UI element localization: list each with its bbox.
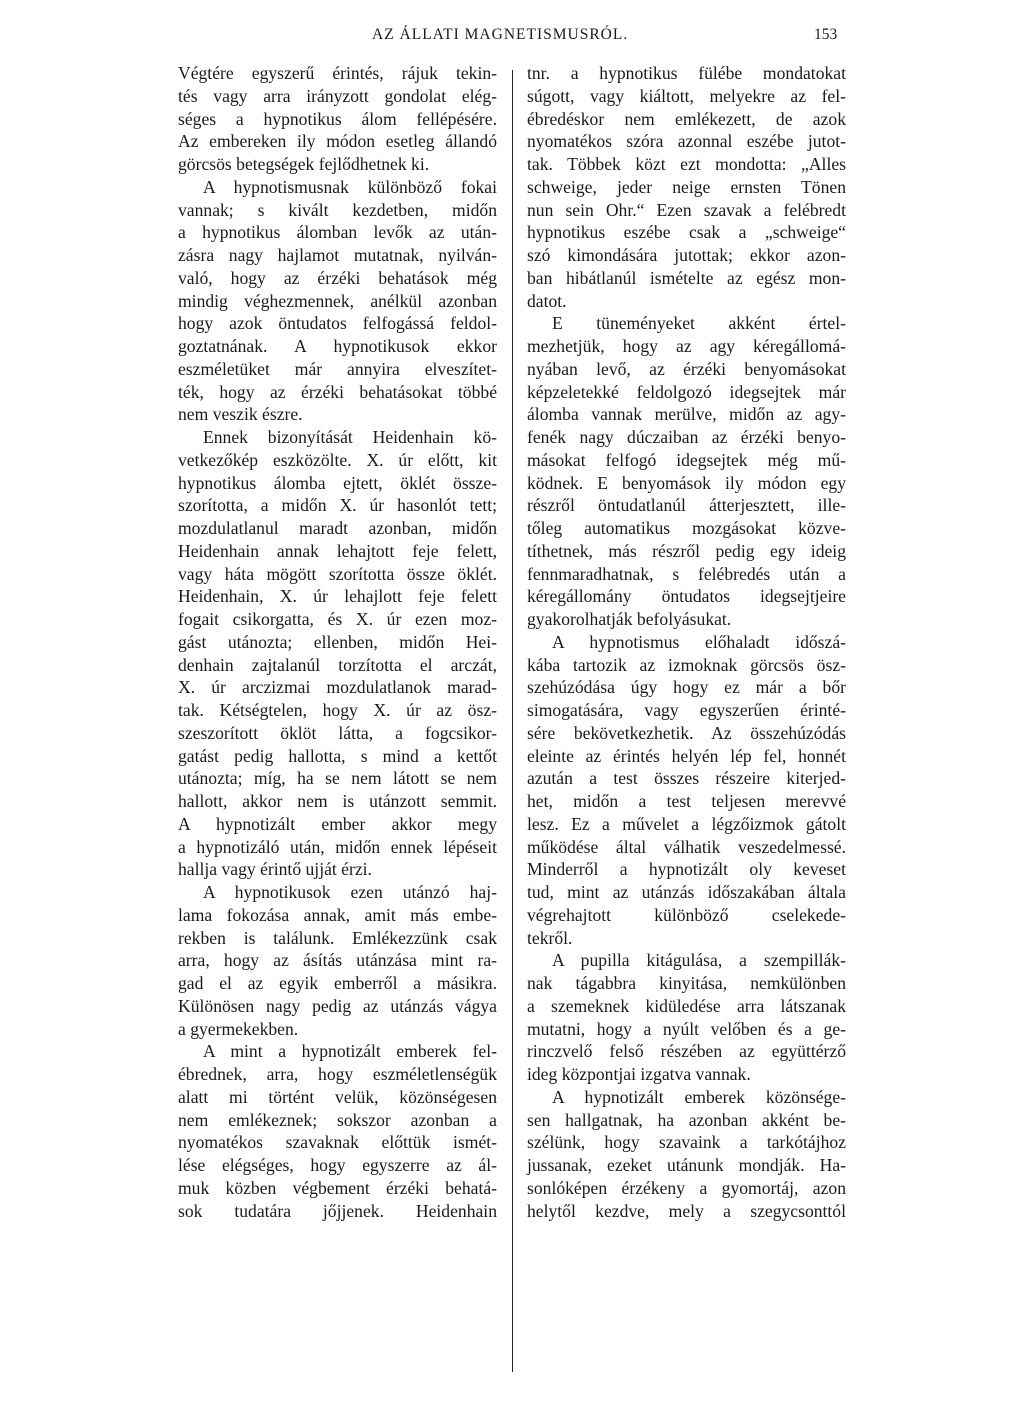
text-line: vagy háta mögött szorította össze öklét. bbox=[178, 563, 497, 584]
text-line: való, hogy az érzéki behatások még bbox=[178, 267, 497, 288]
text-line: azután a test összes részeire kiterjed- bbox=[527, 768, 846, 789]
text-line: eleinte az érintés helyén lép fel, honnét bbox=[527, 745, 846, 766]
text-line: hallja vagy érintő ujját érzi. bbox=[178, 859, 372, 880]
text-line: sen hallgatnak, ha azonban akként be- bbox=[527, 1109, 846, 1130]
column-divider-rule bbox=[512, 70, 513, 1372]
text-line: arra, hogy az ásítás utánzása mint ra- bbox=[178, 950, 497, 971]
text-line: helytől kezdve, mely a szegycsonttól bbox=[527, 1200, 846, 1221]
text-line: tekről. bbox=[527, 927, 573, 948]
text-line: datot. bbox=[527, 290, 567, 311]
text-line: vannak; s kivált kezdetben, midőn bbox=[178, 199, 497, 220]
text-line: működése által válhatik veszedelmessé. bbox=[527, 836, 846, 857]
text-line: szélünk, hogy szavaink a tarkótájhoz bbox=[527, 1132, 846, 1153]
text-line: A hypnotizált ember akkor megy bbox=[178, 813, 497, 834]
left-text-column bbox=[178, 62, 497, 1222]
text-line: fennmaradhatnak, s felébredés után a bbox=[527, 563, 846, 584]
text-line: ébredéskor nem emlékezett, de azok bbox=[527, 108, 846, 129]
text-line: képzeletekké feldolgozó idegsejtek már bbox=[527, 381, 846, 402]
text-line: E tüneményeket akként értel- bbox=[552, 313, 846, 334]
text-line: Heidenhain annak lehajtott feje felett, bbox=[178, 540, 497, 561]
text-line: Minderről a hypnotizált oly keveset bbox=[527, 859, 846, 880]
text-line: ébrednek, arra, hogy eszméletlenségük bbox=[178, 1064, 497, 1084]
text-line: fenék nagy dúczaiban az érzéki benyo- bbox=[527, 427, 846, 447]
text-line: tak. Kétségtelen, hogy X. úr az ösz- bbox=[178, 700, 497, 720]
text-line: gad el az egyik emberről a másikra. bbox=[178, 973, 497, 993]
text-line: A hypnotizált emberek közönsége- bbox=[552, 1086, 846, 1107]
text-line: A hypnotismusnak különböző fokai bbox=[203, 176, 497, 197]
text-line: kába tartozik az izmoknak görcsös ösz- bbox=[527, 654, 846, 675]
text-line: nyomatékos szavaknak előttük ismét- bbox=[178, 1132, 497, 1153]
text-line: gatást pedig hallotta, s mind a kettőt bbox=[178, 745, 497, 766]
text-line: a hypnotizáló után, midőn ennek lépéseit bbox=[178, 836, 497, 857]
text-line: szó kimondására jutottak; ekkor azon- bbox=[527, 245, 846, 265]
text-line: nyomatékos szóra azonnal eszébe jutot- bbox=[527, 131, 846, 152]
text-line: ban hibátlanúl ismételte az egész mon- bbox=[527, 267, 846, 288]
text-line: hallott, akkor nem is utánzott semmit. bbox=[178, 791, 497, 811]
text-line: het, midőn a test teljesen merevvé bbox=[527, 791, 846, 811]
text-line: mozdulatlanul maradt azonban, midőn bbox=[178, 518, 497, 538]
text-line: másokat felfogó idegsejtek még mű- bbox=[527, 449, 846, 470]
text-line: hogy azok öntudatos felfogássá feldol- bbox=[178, 313, 497, 334]
text-line: A hypnotismus előhaladt időszá- bbox=[552, 631, 846, 652]
text-line: gyakorolhatják befolyásukat. bbox=[527, 609, 732, 629]
text-line: szeszorított öklöt látta, a fogcsikor- bbox=[178, 722, 497, 743]
right-text-column bbox=[527, 62, 846, 1222]
text-line: muk közben végbement érzéki behatá- bbox=[178, 1177, 497, 1198]
text-line: rinczvelő felső részében az együttérző bbox=[527, 1041, 846, 1062]
text-line: hypnotikus álomba ejtett, öklét össze- bbox=[178, 472, 497, 493]
running-header bbox=[0, 26, 1024, 48]
text-line: utánozta; míg, ha se nem látott se nem bbox=[178, 768, 497, 789]
text-line: Heidenhain, X. úr lehajlott feje felett bbox=[178, 586, 497, 607]
text-line: tak. Többek közt ezt mondotta: „Alles bbox=[527, 154, 846, 174]
text-line: a gyermekekben. bbox=[178, 1018, 299, 1039]
text-line: mindig véghezmennek, anélkül azonban bbox=[178, 290, 497, 311]
text-line: hypnotikus eszébe csak a „schweige“ bbox=[527, 222, 846, 243]
text-line: mutatni, hogy a nyúlt velőben és a ge- bbox=[527, 1018, 846, 1039]
text-line: simogatására, vagy egyszerűen érinté- bbox=[527, 700, 846, 720]
text-line: A mint a hypnotizált emberek fel- bbox=[203, 1041, 497, 1062]
text-line: nem emlékeznek; sokszor azonban a bbox=[178, 1109, 497, 1130]
text-line: rekben is találunk. Emlékezzünk csak bbox=[178, 927, 497, 948]
text-line: tud, mint az utánzás időszakában általa bbox=[527, 882, 846, 902]
text-line: a hypnotikus álomban levők az után- bbox=[178, 222, 497, 243]
text-line: vetkezőkép eszközölte. X. úr előtt, kit bbox=[178, 449, 497, 470]
text-line: mezhetjük, hogy az agy kéregállomá- bbox=[527, 336, 846, 356]
text-line: sok tudatára jőjjenek. Heidenhain bbox=[178, 1200, 497, 1221]
text-line: szorította, a midőn X. úr hasonlót tett; bbox=[178, 495, 497, 516]
text-line: fogait csikorgatta, és X. úr ezen moz- bbox=[178, 609, 497, 629]
text-line: A hypnotikusok ezen utánzó haj- bbox=[203, 882, 497, 902]
text-line: ték, hogy az érzéki behatásokat többé bbox=[178, 381, 497, 402]
text-line: goztatnának. A hypnotikusok ekkor bbox=[178, 336, 497, 356]
text-line: nun sein Ohr.“ Ezen szavak a felébredt bbox=[527, 199, 846, 220]
text-line: sonlóképen érzékeny a gyomortáj, azon bbox=[527, 1177, 846, 1198]
text-line: részről öntudatlanúl átterjesztett, ille- bbox=[527, 495, 846, 516]
text-line: lama fokozása annak, amit más embe- bbox=[178, 904, 497, 925]
text-line: eszméletüket már annyira elveszítet- bbox=[178, 358, 497, 379]
text-line: Ennek bizonyítását Heidenhain kö- bbox=[203, 427, 497, 447]
text-line: A pupilla kitágulása, a szempillák- bbox=[552, 950, 846, 971]
page-number: 153 bbox=[814, 26, 838, 43]
running-title: AZ ÁLLATI MAGNETISMUSRÓL. bbox=[372, 26, 629, 43]
text-line: schweige, jeder neige ernsten Tönen bbox=[527, 176, 846, 197]
text-line: végrehajtott különböző cselekede- bbox=[527, 904, 846, 925]
text-line: álomba vannak merülve, midőn az agy- bbox=[527, 404, 846, 425]
text-line: tnr. a hypnotikus fülébe mondatokat bbox=[527, 63, 846, 83]
text-line: gást utánozta; ellenben, midőn Hei- bbox=[178, 631, 497, 652]
text-line: ideg központjai izgatva vannak. bbox=[527, 1064, 751, 1084]
text-line: Végtére egyszerű érintés, rájuk tekin- bbox=[178, 63, 497, 83]
text-line: nak tágabbra kinyitása, nemkülönben bbox=[527, 973, 846, 993]
text-line: nyában levő, az érzéki benyomásokat bbox=[527, 358, 846, 379]
text-line: kéregállomány öntudatos idegsejtjeire bbox=[527, 586, 846, 607]
text-line: sére bekövetkezhetik. Az összehúzódás bbox=[527, 722, 846, 743]
text-line: jussanak, ezeket utánunk mondják. Ha- bbox=[527, 1155, 846, 1175]
text-line: denhain zajtalanúl torzította el arczát, bbox=[178, 654, 497, 675]
text-line: Az embereken ily módon esetleg állandó bbox=[178, 131, 497, 152]
text-line: szehúzódása úgy hogy ez már a bőr bbox=[527, 677, 846, 698]
text-line: ködnek. E benyomások ily módon egy bbox=[527, 472, 846, 493]
text-line: títhetnek, más részről pedig egy ideig bbox=[527, 540, 846, 561]
text-line: zásra nagy hajlamot mutatnak, nyilván- bbox=[178, 245, 497, 265]
text-line: X. úr arczizmai mozdulatlanok marad- bbox=[178, 677, 497, 698]
text-line: Különösen nagy pedig az utánzás vágya bbox=[178, 995, 497, 1016]
text-line: tőleg automatikus mozgásokat közve- bbox=[527, 518, 846, 538]
text-line: lesz. Ez a művelet a légzőizmok gátolt bbox=[527, 813, 846, 834]
text-line: séges a hypnotikus álom fellépésére. bbox=[178, 108, 497, 129]
text-line: tés vagy arra irányzott gondolat elég- bbox=[178, 85, 497, 106]
text-line: nem veszik észre. bbox=[178, 404, 303, 425]
text-line: lése elégséges, hogy egyszerre az ál- bbox=[178, 1155, 497, 1175]
text-line: súgott, vagy kiáltott, melyekre az fel- bbox=[527, 85, 846, 106]
text-line: alatt mi történt velük, közönségesen bbox=[178, 1086, 497, 1107]
text-line: a szemeknek kidüledése arra látszanak bbox=[527, 995, 846, 1016]
text-line: görcsös betegségek fejlődhetnek ki. bbox=[178, 154, 430, 174]
